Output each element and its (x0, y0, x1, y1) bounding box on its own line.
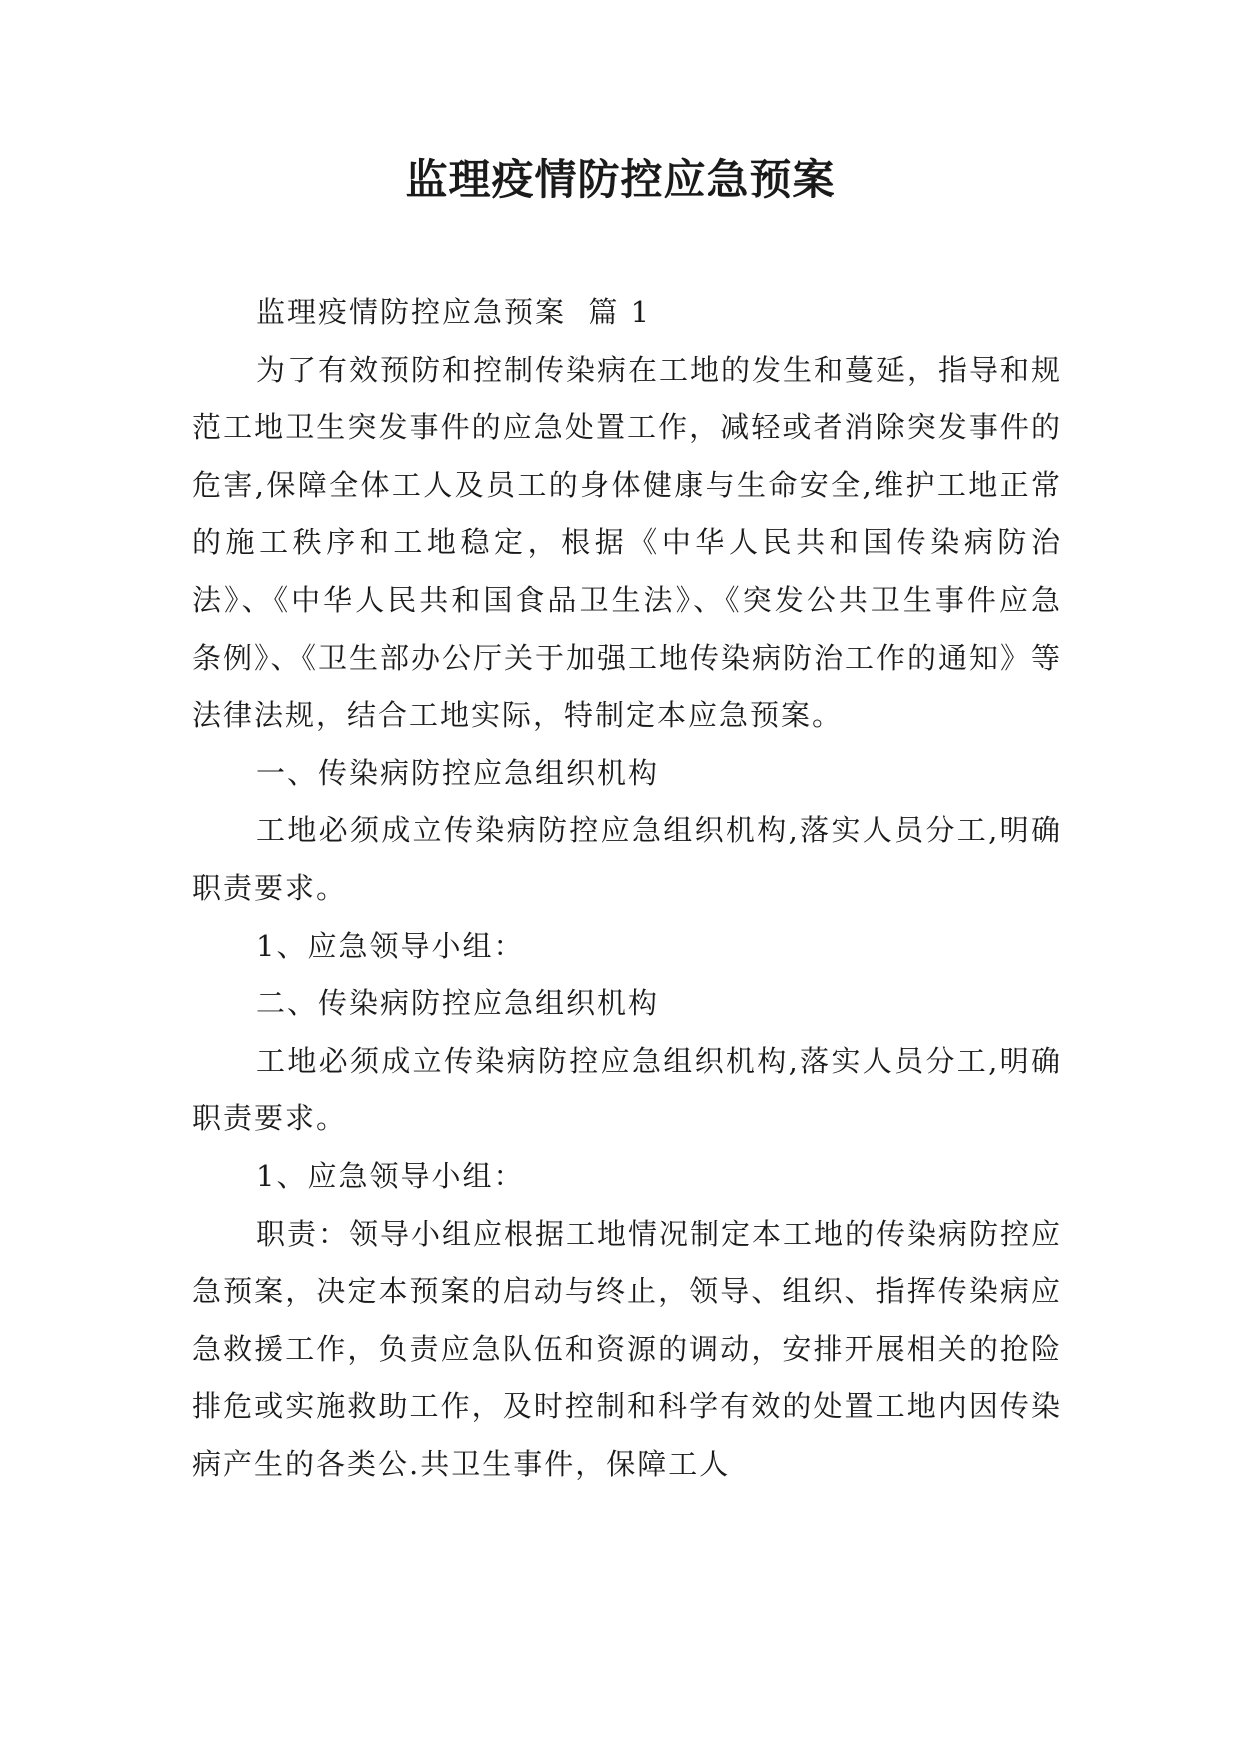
organization-paragraph-1: 工地必须成立传染病防控应急组织机构,落实人员分工,明确职责要求。 (192, 813, 1062, 905)
document-body (192, 284, 1062, 1493)
section-heading-2: 二、传染病防控应急组织机构 (256, 986, 660, 1021)
section-label: 监理疫情防控应急预案 篇 1 (256, 295, 652, 329)
subheading-leadership-group-2: 1、应急领导小组： (256, 1158, 525, 1193)
subheading-leadership-group-1: 1、应急领导小组： (256, 928, 525, 963)
responsibilities-paragraph: 职责：领导小组应根据工地情况制定本工地的传染病防控应急预案，决定本预案的启动与终止，领导、组织、指挥传染病应急救援工作，负责应急队伍和资源的调动，安排开展相关的抢险排危或实施救助工作，及时控制和科学有效的处置工地内因传染病产生的各类公.共卫生事件，保障工人 (192, 1216, 1063, 1481)
document-title: 监理疫情防控应急预案 (405, 155, 836, 204)
organization-paragraph-2: 工地必须成立传染病防控应急组织机构,落实人员分工,明确职责要求。 (192, 1043, 1062, 1136)
section-heading-1: 一、传染病防控应急组织机构 (256, 755, 660, 790)
intro-paragraph: 为了有效预防和控制传染病在工地的发生和蔓延，指导和规范工地卫生突发事件的应急处置工作，减轻或者消除突发事件的危害,保障全体工人及员工的身体健康与生命安全,维护工地正常的施工秩序和工地稳定，根据《中华人民共和国传染病防治法》、《中华人民共和国食品卫生法》、《突发公共卫生事件应急条例》、《卫生部办公厅关于加强工地传染病防治工作的通知》等法律法规，结合工地实际，特制定本应急预案。 (192, 352, 1063, 733)
